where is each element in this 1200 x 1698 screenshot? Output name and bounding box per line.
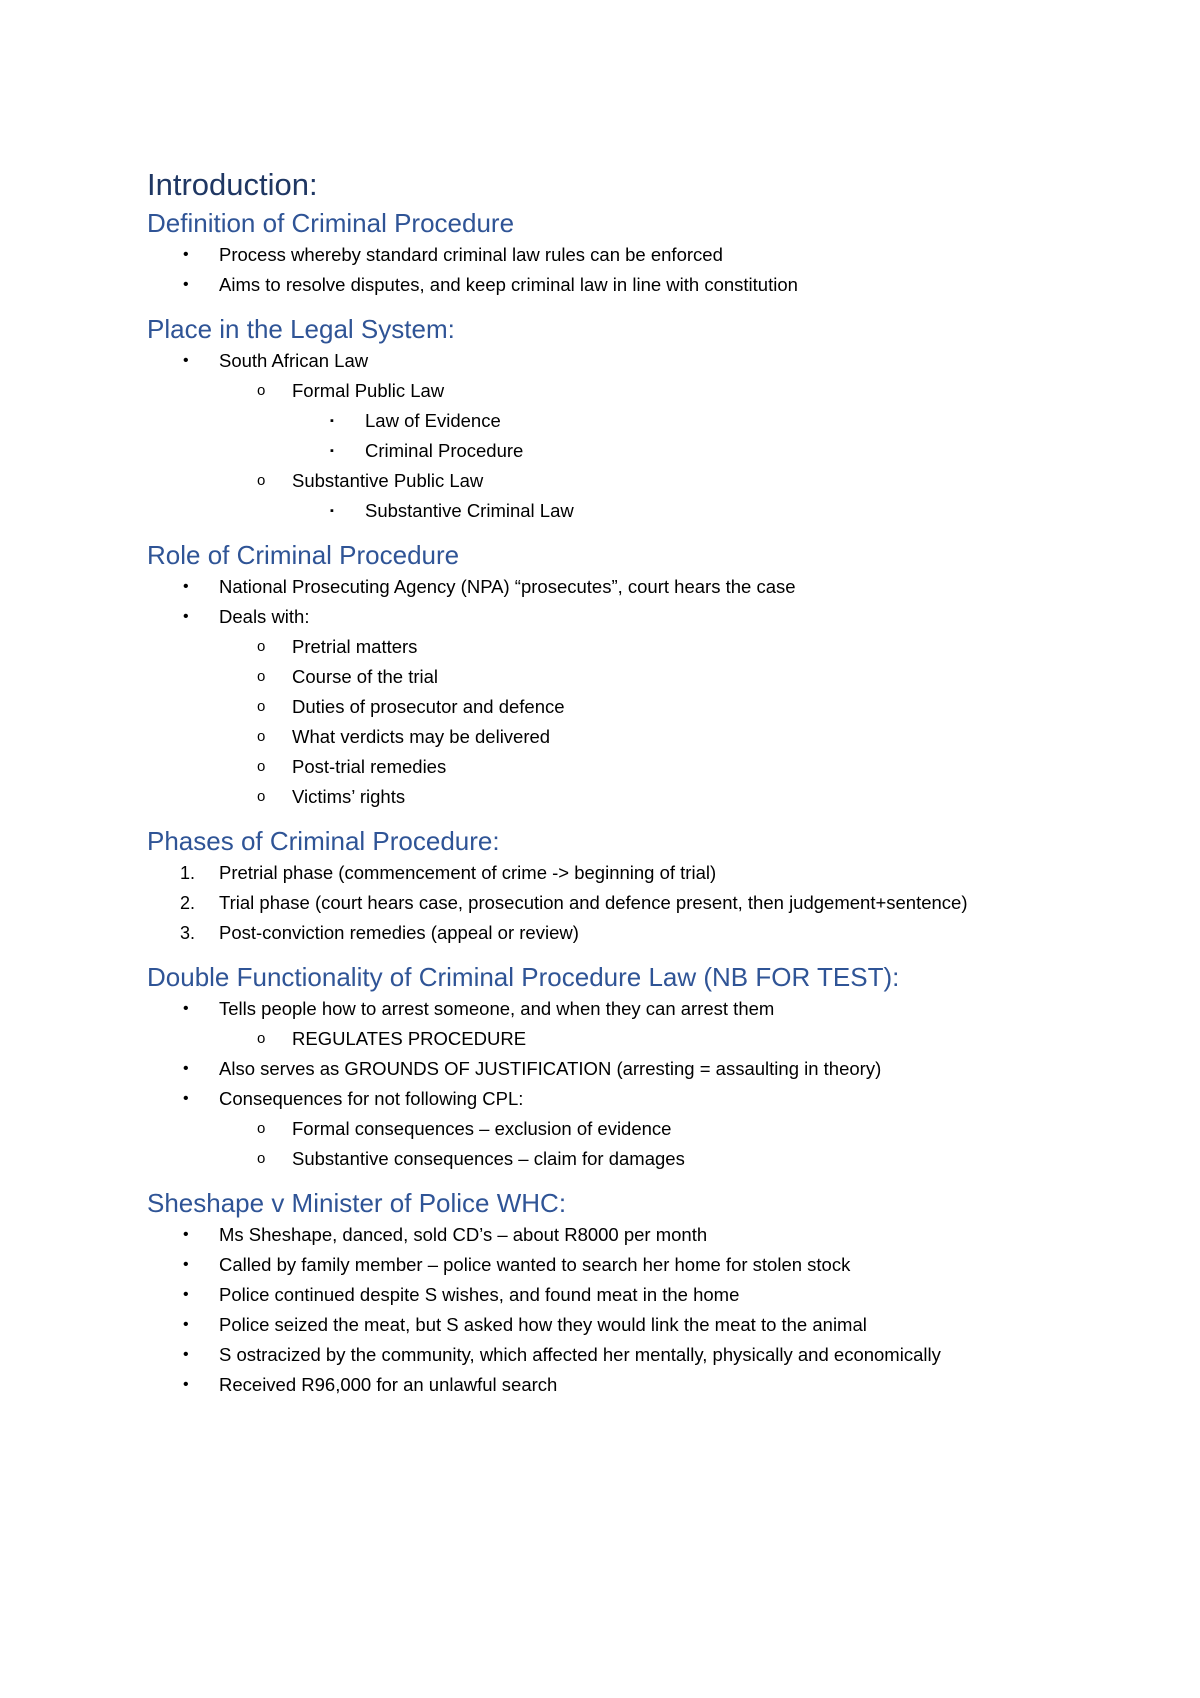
section-definition bbox=[147, 206, 1087, 300]
circle-bullet-icon: o bbox=[257, 728, 266, 745]
list-item: ▪ Law of Evidence bbox=[147, 406, 1087, 436]
circle-bullet-icon: o bbox=[257, 758, 266, 775]
list-item: 1. Pretrial phase (commencement of crime -> beginning of trial) bbox=[147, 858, 1087, 888]
list-item: o Substantive Public Law bbox=[147, 466, 1087, 496]
bullet-icon: • bbox=[183, 1376, 189, 1393]
list-item: o Duties of prosecutor and defence bbox=[147, 692, 1087, 722]
section-phases bbox=[147, 824, 1087, 948]
list-number: 1. bbox=[180, 863, 196, 883]
list-item: 3. Post-conviction remedies (appeal or review) bbox=[147, 918, 1087, 948]
circle-bullet-icon: o bbox=[257, 1120, 266, 1137]
bullet-icon: • bbox=[183, 276, 189, 293]
circle-bullet-icon: o bbox=[257, 1150, 266, 1167]
bullet-icon: • bbox=[183, 246, 189, 263]
section-heading: Double Functionality of Criminal Procedure Law (NB FOR TEST): bbox=[147, 962, 900, 992]
bullet-icon: • bbox=[183, 1346, 189, 1363]
list-item: • Police seized the meat, but S asked how they would link the meat to the animal bbox=[147, 1310, 1087, 1340]
list-item: • Process whereby standard criminal law rules can be enforced bbox=[147, 240, 1087, 270]
section-sheshape-case bbox=[147, 1186, 1087, 1400]
list-item: o Victims’ rights bbox=[147, 782, 1087, 812]
list-item: • South African Law bbox=[147, 346, 1087, 376]
list-item: 2. Trial phase (court hears case, prosecution and defence present, then judgement+sentence) bbox=[147, 888, 1087, 918]
list-item: • Consequences for not following CPL: bbox=[147, 1084, 1087, 1114]
circle-bullet-icon: o bbox=[257, 638, 266, 655]
list-item: • Called by family member – police wanted to search her home for stolen stock bbox=[147, 1250, 1087, 1280]
section-double-functionality bbox=[147, 960, 1087, 1174]
bullet-list bbox=[147, 994, 1087, 1174]
list-item: o Pretrial matters bbox=[147, 632, 1087, 662]
circle-bullet-icon: o bbox=[257, 472, 266, 489]
list-item: • Received R96,000 for an unlawful search bbox=[147, 1370, 1087, 1400]
list-item: o REGULATES PROCEDURE bbox=[147, 1024, 1087, 1054]
list-item: ▪ Substantive Criminal Law bbox=[147, 496, 1087, 526]
list-item: • Deals with: bbox=[147, 602, 1087, 632]
circle-bullet-icon: o bbox=[257, 788, 266, 805]
list-item: • Tells people how to arrest someone, and when they can arrest them bbox=[147, 994, 1087, 1024]
list-item: • Police continued despite S wishes, and found meat in the home bbox=[147, 1280, 1087, 1310]
list-item: o Post-trial remedies bbox=[147, 752, 1087, 782]
bullet-icon: • bbox=[183, 608, 189, 625]
circle-bullet-icon: o bbox=[257, 698, 266, 715]
list-item: o Course of the trial bbox=[147, 662, 1087, 692]
list-item: • National Prosecuting Agency (NPA) “prosecutes”, court hears the case bbox=[147, 572, 1087, 602]
bullet-icon: • bbox=[183, 1060, 189, 1077]
bullet-list bbox=[147, 240, 1087, 300]
bullet-icon: • bbox=[183, 352, 189, 369]
section-heading: Role of Criminal Procedure bbox=[147, 540, 460, 570]
bullet-list bbox=[147, 572, 1087, 812]
circle-bullet-icon: o bbox=[257, 382, 266, 399]
list-item: o Formal consequences – exclusion of evidence bbox=[147, 1114, 1087, 1144]
bullet-list bbox=[147, 346, 1087, 526]
circle-bullet-icon: o bbox=[257, 1030, 266, 1047]
list-item: • Also serves as GROUNDS OF JUSTIFICATION (arresting = assaulting in theory) bbox=[147, 1054, 1087, 1084]
list-item: o Substantive consequences – claim for damages bbox=[147, 1144, 1087, 1174]
bullet-icon: • bbox=[183, 1090, 189, 1107]
document-title: Introduction: bbox=[147, 167, 318, 202]
bullet-icon: • bbox=[183, 578, 189, 595]
bullet-icon: • bbox=[183, 1316, 189, 1333]
list-item: o Formal Public Law bbox=[147, 376, 1087, 406]
list-item: • Ms Sheshape, danced, sold CD’s – about R8000 per month bbox=[147, 1220, 1087, 1250]
list-number: 2. bbox=[180, 893, 196, 913]
list-item: • Aims to resolve disputes, and keep criminal law in line with constitution bbox=[147, 270, 1087, 300]
bullet-icon: • bbox=[183, 1226, 189, 1243]
numbered-list bbox=[147, 858, 1087, 948]
bullet-icon: • bbox=[183, 1000, 189, 1017]
section-heading: Definition of Criminal Procedure bbox=[147, 208, 515, 238]
square-bullet-icon: ▪ bbox=[330, 445, 334, 457]
section-heading: Phases of Criminal Procedure: bbox=[147, 826, 500, 856]
square-bullet-icon: ▪ bbox=[330, 505, 334, 517]
bullet-icon: • bbox=[183, 1286, 189, 1303]
list-number: 3. bbox=[180, 923, 196, 943]
document-content bbox=[147, 166, 1087, 1400]
square-bullet-icon: ▪ bbox=[330, 415, 334, 427]
circle-bullet-icon: o bbox=[257, 668, 266, 685]
section-place-in-legal-system bbox=[147, 312, 1087, 526]
bullet-icon: • bbox=[183, 1256, 189, 1273]
section-role-of-criminal-procedure bbox=[147, 538, 1087, 812]
list-item: o What verdicts may be delivered bbox=[147, 722, 1087, 752]
list-item: • S ostracized by the community, which affected her mentally, physically and economically bbox=[147, 1340, 1087, 1370]
section-heading: Place in the Legal System: bbox=[147, 314, 455, 344]
bullet-list bbox=[147, 1220, 1087, 1400]
section-heading: Sheshape v Minister of Police WHC: bbox=[147, 1188, 567, 1218]
list-item: ▪ Criminal Procedure bbox=[147, 436, 1087, 466]
